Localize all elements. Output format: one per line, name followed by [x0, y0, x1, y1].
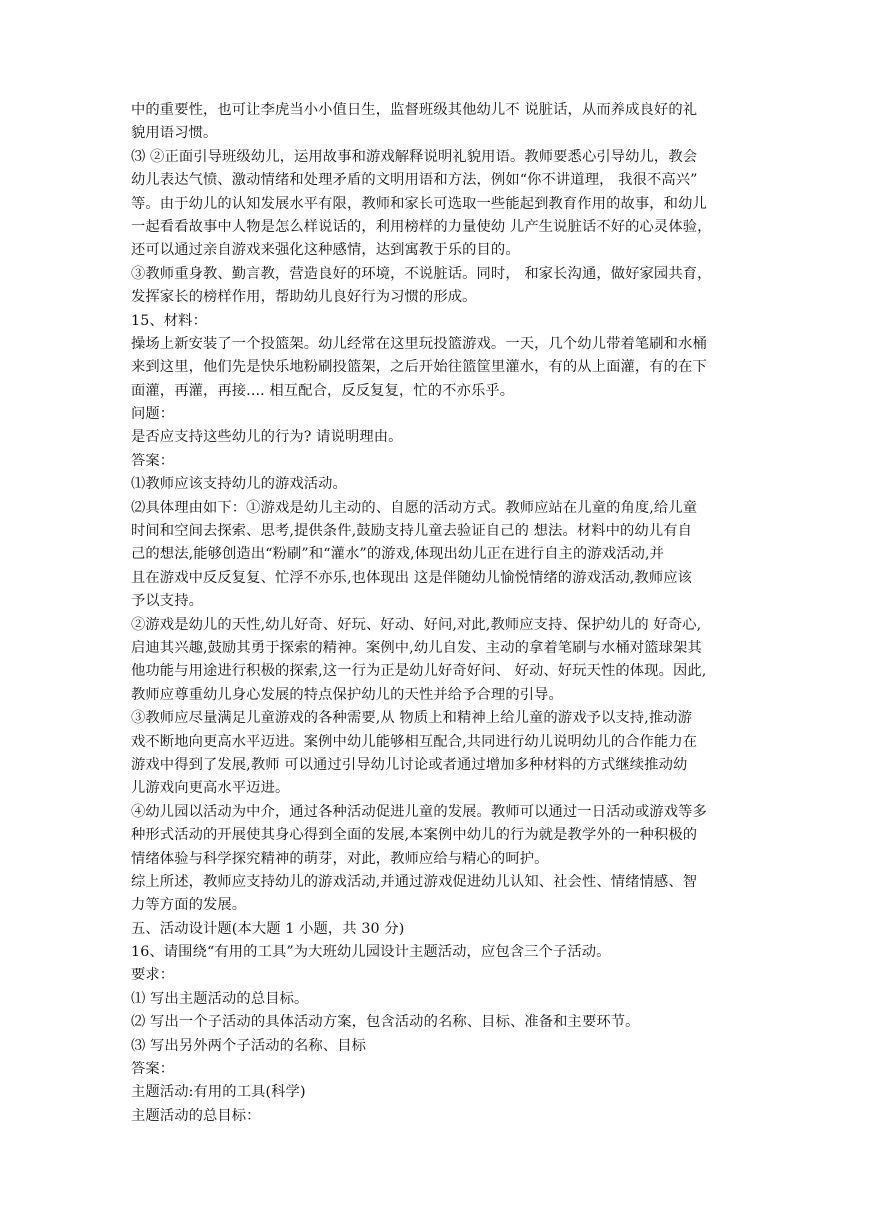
text-line: ⑶ ②正面引导班级幼儿，运用故事和游戏解释说明礼貌用语。教师要悉心引导幼儿，教会 — [131, 148, 698, 165]
text-line: ⑴教师应该支持幼儿的游戏活动。 — [131, 476, 347, 493]
text-line: 儿游戏向更高水平迈进。 — [131, 780, 290, 797]
text-line: 他功能与用途进行积极的探索,这一行为正是幼儿好奇好问、 好动、好玩天性的体现。因此, — [131, 663, 707, 680]
text-line: ④幼儿园以活动为中介，通过各种活动促进儿童的发展。教师可以通过一日活动或游戏等多 — [131, 803, 707, 820]
text-line: ②游戏是幼儿的天性,幼儿好奇、好玩、好动、好问,对此,教师应支持、保护幼儿的 好奇心, — [131, 616, 702, 633]
text-line: 中的重要性，也可让李虎当小小值日生，监督班级其他幼儿不 说脏话，从而养成良好的礼 — [131, 102, 698, 118]
text-line: 己的想法,能够创造出“粉刷”和“灌水”的游戏,体现出幼儿正在进行自主的游戏活动,并 — [131, 546, 665, 563]
text-line: 综上所述，教师应支持幼儿的游戏活动,并通过游戏促进幼儿认知、社会性、情绪情感、智 — [131, 873, 698, 890]
text-line: 戏不断地向更高水平迈进。案例中幼儿能够相互配合,共同进行幼儿说明幼儿的合作能力在 — [131, 733, 698, 750]
text-line: ⑵ 写出一个子活动的具体活动方案，包含活动的名称、目标、准备和主要环节。 — [131, 1014, 640, 1031]
question-label: 问题： — [131, 406, 175, 423]
text-line: 且在游戏中反反复复、忙浮不亦乐,也体现出 这是伴随幼儿愉悦情绪的游戏活动,教师应该 — [131, 569, 693, 586]
text-line: 主题活动:有用的工具(科学) — [131, 1084, 306, 1101]
text-line: ⑶ 写出另外两个子活动的名称、目标 — [131, 1037, 366, 1054]
text-line: 教师应尊重幼儿身心发展的特点保护幼儿的天性并给予合理的引导。 — [131, 686, 563, 703]
text-line: 时间和空间去探索、思考,提供条件,鼓励支持儿童去验证自己的 想法。材料中的幼儿有自 — [131, 523, 693, 540]
answer-label: 答案： — [131, 1061, 175, 1078]
text-line: 力等方面的发展。 — [131, 897, 247, 914]
text-line: 一起看看故事中人物是怎么样说话的，利用榜样的力量使幼 儿产生说脏话不好的心灵体验， — [131, 218, 712, 235]
text-line: 貌用语习惯。 — [131, 125, 218, 142]
text-line: 操场上新安装了一个投篮架。幼儿经常在这里玩投篮游戏。一天，几个幼儿带着笔刷和水桶 — [131, 335, 707, 352]
text-line: 来到这里，他们先是快乐地粉刷投篮架，之后开始往篮筐里灌水，有的从上面灌，有的在下 — [131, 359, 707, 376]
document-body — [131, 99, 743, 1128]
answer-label: 答案： — [131, 452, 175, 469]
question-heading: 15、材料： — [131, 312, 207, 329]
section-heading: 五、活动设计题(本大题 1 小题，共 30 分) — [131, 920, 405, 937]
text-line: ⑴ 写出主题活动的总目标。 — [131, 990, 309, 1007]
text-line: 启迪其兴趣,鼓励其勇于探索的精神。案例中,幼儿自发、主动的拿着笔刷与水桶对篮球架其 — [131, 639, 702, 656]
text-line: 主题活动的总目标： — [131, 1107, 261, 1124]
text-line: ③教师应尽量满足儿童游戏的各种需要,从 物质上和精神上给儿童的游戏予以支持,推动游 — [131, 710, 693, 727]
text-line: 游戏中得到了发展,教师 可以通过引导幼儿讨论或者通过增加多种材料的方式继续推动幼 — [131, 756, 688, 773]
text-line: 是否应支持这些幼儿的行为? 请说明理由。 — [131, 429, 403, 446]
text-line: 16、请围绕“有用的工具”为大班幼儿园设计主题活动，应包含三个子活动。 — [131, 944, 611, 961]
text-line: 予以支持。 — [131, 593, 203, 610]
text-line: 发挥家长的榜样作用，帮助幼儿良好行为习惯的形成。 — [131, 289, 477, 306]
text-line: 还可以通过亲自游戏来强化这种感情，达到寓教于乐的目的。 — [131, 242, 520, 259]
text-line: ⑵具体理由如下：①游戏是幼儿主动的、自愿的活动方式。教师应站在儿童的角度,给儿童 — [131, 499, 698, 516]
text-line: 面灌，再灌，再接.... 相互配合，反反复复，忙的不亦乐乎。 — [131, 382, 515, 399]
text-line: ③教师重身教、勤言教，营造良好的环境，不说脏话。同时， 和家长沟通，做好家园共育， — [131, 265, 712, 282]
text-line: 等。由于幼儿的认知发展水平有限，教师和家长可选取一些能起到教育作用的故事，和幼儿 — [131, 195, 707, 212]
text-line: 种形式活动的开展使其身心得到全面的发展,本案例中幼儿的行为就是教学外的一种积极的 — [131, 827, 698, 844]
text-line: 幼儿表达气愤、激动情绪和处理矛盾的文明用语和方法，例如“你不讲道理， 我很不高兴” — [131, 172, 698, 189]
text-line: 情绪体验与科学探究精神的萌芽，对此，教师应给与精心的呵护。 — [131, 850, 549, 867]
requirements-label: 要求： — [131, 967, 175, 984]
